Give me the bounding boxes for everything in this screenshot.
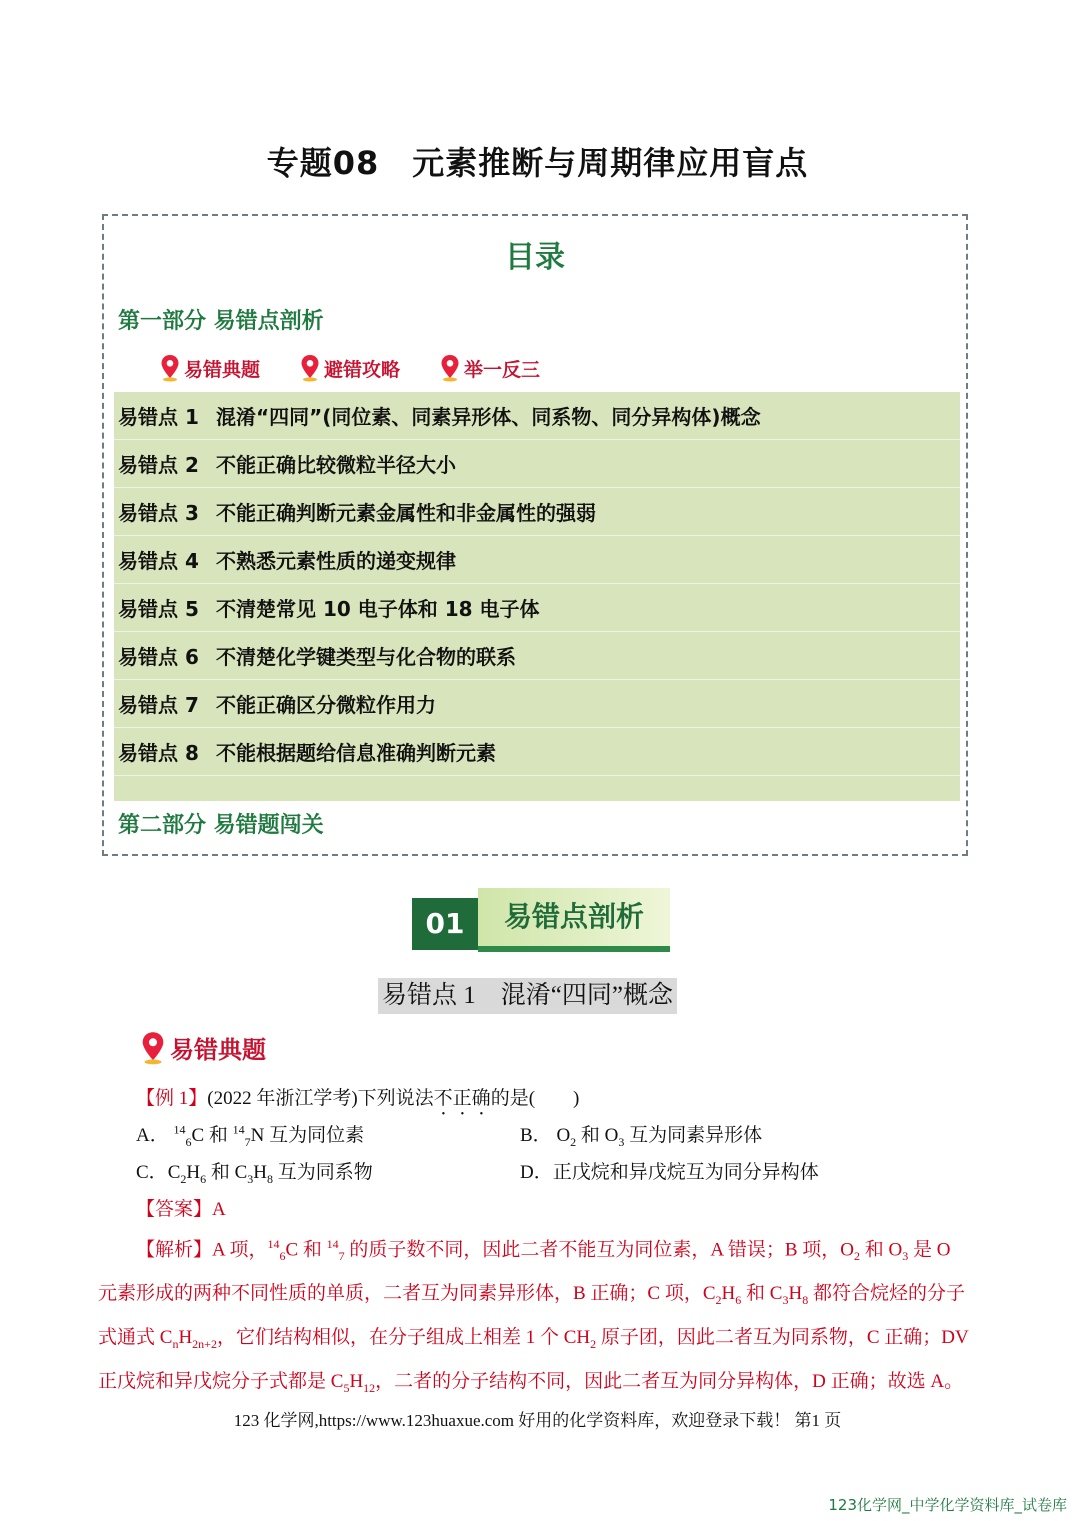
- location-pin-icon: [300, 354, 320, 382]
- toc-tags: [160, 354, 540, 382]
- analysis-tag: 【解析】: [136, 1239, 213, 1261]
- table-of-contents: [102, 214, 968, 856]
- toc-item[interactable]: [114, 680, 960, 728]
- option-c-label: C．: [136, 1162, 168, 1183]
- toc-item-text: 不熟悉元素性质的递变规律: [216, 549, 456, 573]
- banner-number: 01: [412, 898, 478, 950]
- watermark: 123化学网_中学化学资料库_试卷库: [828, 1496, 1067, 1514]
- option-c[interactable]: C．$C_2H_6$ 和 $C_3H_8$ 互为同系物: [136, 1162, 373, 1186]
- toc-item-label: 易错点 6: [118, 645, 199, 669]
- toc-item-text: 不能正确判断元素金属性和非金属性的强弱: [216, 501, 596, 525]
- toc-item-label: 易错点 7: [118, 693, 199, 717]
- option-b[interactable]: B． $O_2$ 和 $O_3$ 互为同素异形体: [520, 1125, 763, 1149]
- toc-item-text: 不清楚化学键类型与化合物的联系: [216, 645, 516, 669]
- page-footer: 123 化学网,https://www.123huaxue.com 好用的化学资料库，欢迎登录下载！ 第1 页: [233, 1411, 842, 1430]
- toc-part-1[interactable]: 第一部分 易错点剖析: [118, 309, 324, 334]
- toc-tag-label: 易错典题: [184, 358, 261, 381]
- toc-list: [114, 392, 960, 801]
- section-banner: [412, 888, 670, 954]
- option-b-label: B．: [520, 1125, 552, 1146]
- toc-item-text: 不清楚常见 10 电子体和 18 电子体: [216, 597, 540, 621]
- analysis-paragraph: 【解析】A 项，$^{14}_6$C 和 $^{14}_7$ 的质子数不同，因此二者不能互为同位素，A 错误；B 项，$O_2$ 和 $O_3$ 是 O 元素形成的两种不同性质的单质，二者互为同素异形体，B 正确；C 项，$C_2H_6$ 和 $C_3H_8$ 都符合烷烃的分子式通式 $C_nH_{2n+2}$，它们结构相似，在分子组成上相差 1 个 $CH_2$ 原子团，因此二者互为同系物，C 正确；DV 正戊烷和异戊烷分子式都是 $C_5H_{12}$，二者的分子结构不同，因此二者互为同分异构体，D 正确；故选 A。: [98, 1237, 969, 1395]
- page-title: 专题08 元素推断与周期律应用盲点: [266, 144, 809, 182]
- toc-item-text: 不能正确比较微粒半径大小: [216, 453, 456, 477]
- toc-item[interactable]: [114, 728, 960, 776]
- toc-item-label: 易错点 1: [118, 405, 199, 429]
- toc-item[interactable]: [114, 440, 960, 488]
- toc-tag[interactable]: [300, 354, 400, 382]
- option-d-label: D．: [520, 1162, 553, 1183]
- toc-tag[interactable]: [440, 354, 540, 382]
- answer-value: A: [212, 1199, 226, 1220]
- toc-item[interactable]: [114, 632, 960, 680]
- toc-item-text: 混淆“四同”(同位素、同素异形体、同系物、同分异构体)概念: [216, 405, 761, 429]
- option-d[interactable]: [520, 1157, 819, 1184]
- location-pin-icon: [160, 354, 180, 382]
- location-pin-icon: [440, 354, 460, 382]
- toc-item[interactable]: [114, 488, 960, 536]
- location-pin-icon: [140, 1031, 166, 1065]
- toc-heading: 目录: [505, 240, 565, 275]
- banner-underline: [478, 946, 670, 952]
- toc-item-label: 易错点 8: [118, 741, 199, 765]
- toc-item[interactable]: [114, 392, 960, 440]
- toc-item-label: 易错点 3: [118, 501, 199, 525]
- option-a-label: A．: [136, 1125, 169, 1146]
- example-source: (2022 年浙江学考)下列说法: [207, 1088, 434, 1109]
- example-tag: 【例 1】: [136, 1088, 208, 1109]
- answer-tag: 【答案】: [136, 1199, 213, 1220]
- toc-item[interactable]: [114, 584, 960, 632]
- example-emphasis: 不正确: [433, 1088, 491, 1109]
- option-d-text: 正戊烷和异戊烷互为同分异构体: [552, 1162, 819, 1183]
- toc-item[interactable]: [114, 536, 960, 584]
- toc-item-label: 易错点 4: [118, 549, 199, 573]
- example-question: [136, 1083, 579, 1120]
- toc-tag[interactable]: [160, 354, 260, 382]
- toc-item-text: 不能正确区分微粒作用力: [216, 693, 436, 717]
- banner-label: 易错点剖析: [478, 888, 670, 946]
- toc-tag-label: 避错攻略: [324, 358, 401, 381]
- subheading: [140, 1030, 266, 1065]
- toc-item-label: 易错点 5: [118, 597, 199, 621]
- section-title: 易错点 1 混淆“四同”概念: [378, 978, 677, 1014]
- toc-tag-label: 举一反三: [464, 358, 541, 381]
- toc-part-2[interactable]: 第二部分 易错题闯关: [118, 813, 324, 838]
- subheading-text: 易错典题: [170, 1036, 266, 1064]
- toc-item-label: 易错点 2: [118, 453, 199, 477]
- example-tail: 的是( ): [490, 1088, 580, 1109]
- option-a[interactable]: A． $^{14}_6$C 和 $^{14}_7$N 互为同位素: [136, 1122, 365, 1149]
- answer: [136, 1194, 226, 1221]
- toc-item-text: 不能根据题给信息准确判断元素: [216, 741, 496, 765]
